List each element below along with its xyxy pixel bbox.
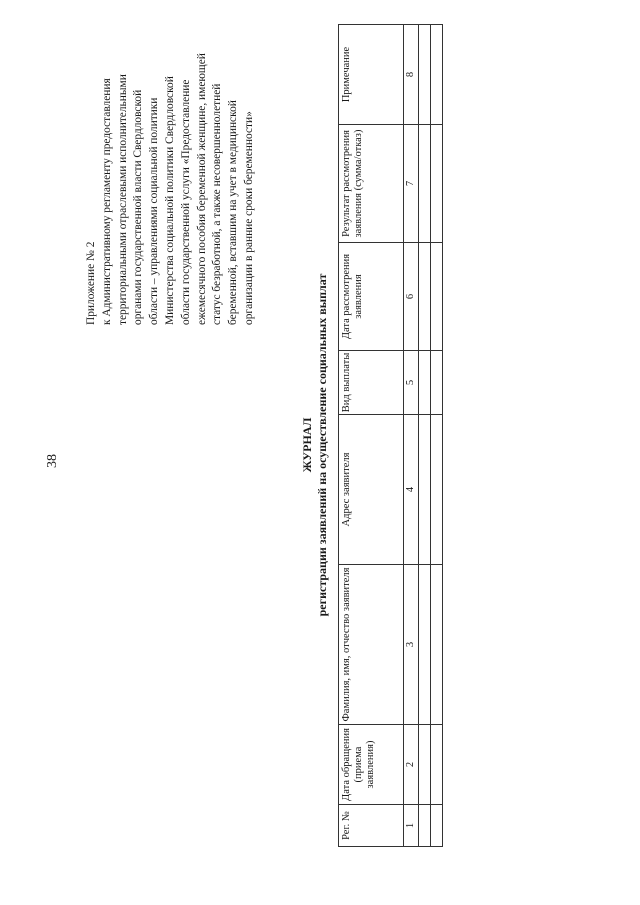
empty-cell xyxy=(419,351,431,415)
column-number: 4 xyxy=(404,415,419,565)
appendix-line: территориальными отраслевыми исполнительными xyxy=(116,74,129,325)
column-number: 1 xyxy=(404,805,419,847)
col-header-date-received: Дата обращения (приема заявления) xyxy=(339,725,404,805)
column-number: 5 xyxy=(404,351,419,415)
empty-cell xyxy=(419,805,431,847)
col-header-review-result: Результат рассмотрения заявления (сумма/отказ) xyxy=(339,125,404,243)
appendix-line: Приложение № 2 xyxy=(85,241,97,325)
col-header-applicant-name: Фамилия, имя, отчество заявителя xyxy=(339,565,404,725)
column-number: 7 xyxy=(404,125,419,243)
column-number: 6 xyxy=(404,243,419,351)
col-header-notes: Примечание xyxy=(339,25,404,125)
header-row xyxy=(339,25,404,847)
empty-cell xyxy=(419,565,431,725)
page-number: 38 xyxy=(45,454,60,468)
empty-cell xyxy=(431,351,443,415)
appendix-note xyxy=(84,25,258,325)
appendix-line: органами государственной власти Свердловской xyxy=(132,89,145,325)
column-number: 8 xyxy=(404,25,419,125)
empty-cell xyxy=(419,725,431,805)
appendix-line: организации в ранние сроки беременности» xyxy=(242,111,255,325)
empty-cell xyxy=(431,415,443,565)
empty-cell xyxy=(419,243,431,351)
empty-cell xyxy=(431,125,443,243)
appendix-line: к Административному регламенту предоставления xyxy=(100,78,113,325)
empty-cell xyxy=(431,805,443,847)
appendix-line: статус безработной, а также несовершеннолетней xyxy=(211,83,224,325)
appendix-line: области – управлениями социальной политики xyxy=(148,97,161,325)
empty-cell xyxy=(419,125,431,243)
appendix-line: беременной, вставшим на учет в медицинской xyxy=(227,100,240,325)
table-row xyxy=(419,25,431,847)
appendix-line: области государственной услуги «Предоставление xyxy=(179,79,192,325)
empty-cell xyxy=(431,243,443,351)
empty-cell xyxy=(431,565,443,725)
empty-cell xyxy=(431,25,443,125)
column-number: 2 xyxy=(404,725,419,805)
appendix-line: ежемесячного пособия беременной женщине, имеющей xyxy=(195,53,208,325)
col-header-review-date: Дата рассмотрения заявления xyxy=(339,243,404,351)
col-header-applicant-address: Адрес заявителя xyxy=(339,415,404,565)
appendix-line: Министерства социальной политики Свердловской xyxy=(163,76,176,325)
table-row xyxy=(431,25,443,847)
journal-title: ЖУРНАЛ xyxy=(300,417,314,473)
empty-cell xyxy=(431,725,443,805)
column-number-row xyxy=(404,25,419,847)
empty-cell xyxy=(419,25,431,125)
journal-heading xyxy=(300,135,330,755)
empty-cell xyxy=(419,415,431,565)
col-header-reg-number: Рег. № xyxy=(339,805,404,847)
journal-subtitle: регистрации заявлений на осуществление социальных выплат xyxy=(315,273,329,617)
journal-table xyxy=(338,24,443,847)
col-header-payment-type: Вид выплаты xyxy=(339,351,404,415)
column-number: 3 xyxy=(404,565,419,725)
